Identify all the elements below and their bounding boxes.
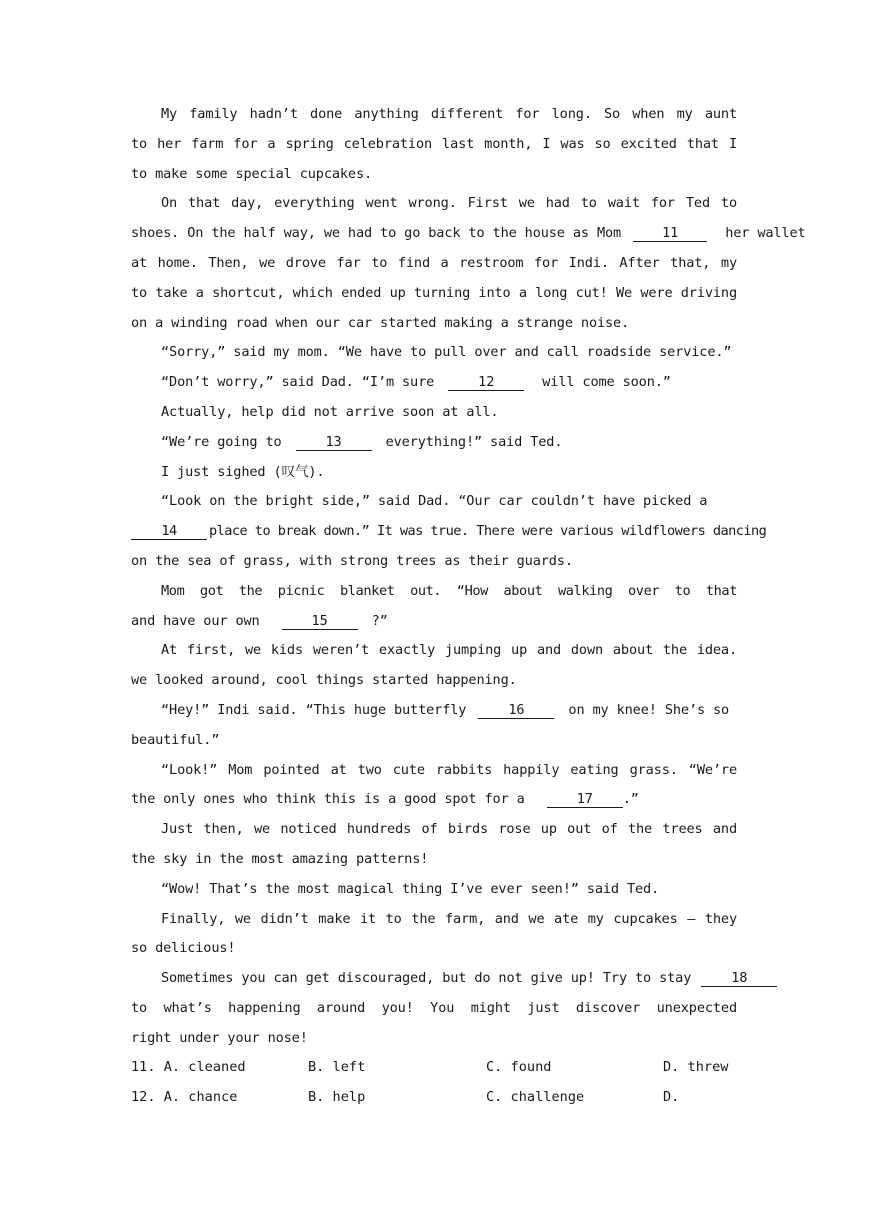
passage-text: place to break down.” It was true. There were various wildflowers dancing: [209, 523, 767, 540]
passage-line: [131, 607, 737, 637]
passage-line: [131, 517, 767, 547]
question-11-option-c: C. found: [486, 1059, 552, 1075]
passage-line: [131, 696, 737, 726]
passage-line: Finally, we didn’t make it to the farm, and we ate my cupcakes — they: [161, 910, 737, 927]
answer-blank-14: 14: [131, 523, 207, 540]
passage-text: the only ones who think this is a good spot for a: [131, 791, 525, 808]
passage-line: to make some special cupcakes.: [131, 165, 373, 182]
answer-blank-13: 13: [296, 434, 372, 451]
passage-line: on a winding road when our car started making a strange noise.: [131, 314, 630, 331]
passage-text: Sometimes you can get discouraged, but do not give up! Try to stay: [161, 970, 692, 987]
passage-line: Mom got the picnic blanket out. “How about walking over to that: [161, 582, 737, 599]
passage-text: .”: [622, 791, 639, 808]
passage-text: everything!” said Ted.: [385, 433, 563, 450]
passage-line: “Sorry,” said my mom. “We have to pull over and call roadside service.”: [161, 344, 732, 361]
question-11: [131, 1053, 737, 1083]
passage-line: to what’s happening around you! You might just discover unexpected: [131, 999, 737, 1016]
answer-options: [131, 1053, 737, 1113]
passage-text: “Hey!” Indi said. “This huge butterfly: [161, 701, 467, 718]
question-11-option-a: 11. A. cleaned: [131, 1059, 246, 1075]
passage-text: shoes. On the half way, we had to go back to the house as Mom: [131, 225, 622, 242]
passage-text: “We’re going to: [161, 433, 282, 450]
passage-line: at home. Then, we drove far to find a restroom for Indi. After that, my: [131, 254, 737, 271]
passage-line: to take a shortcut, which ended up turning into a long cut! We were driving: [131, 284, 737, 301]
answer-blank-18: 18: [701, 970, 777, 987]
passage-line: On that day, everything went wrong. First we had to wait for Ted to: [161, 195, 737, 212]
passage-line: on the sea of grass, with strong trees as their guards.: [131, 552, 573, 569]
passage-line: [131, 785, 737, 815]
question-12: [131, 1083, 737, 1113]
passage-line: so delicious!: [131, 940, 236, 957]
question-12-option-d: D.: [663, 1088, 680, 1105]
passage-line: Actually, help did not arrive soon at all.: [161, 403, 499, 420]
passage-text: her wallet: [725, 225, 806, 242]
answer-blank-11: 11: [633, 225, 707, 242]
passage-line: “Look!” Mom pointed at two cute rabbits happily eating grass. “We’re: [161, 761, 737, 778]
answer-blank-17: 17: [547, 791, 623, 808]
passage-line: [131, 428, 737, 458]
question-11-option-b: B. left: [308, 1059, 366, 1075]
passage: [131, 100, 806, 1054]
answer-blank-16: 16: [478, 702, 554, 719]
question-12-option-c: C. challenge: [486, 1088, 585, 1105]
question-12-option-b: B. help: [308, 1088, 366, 1105]
answer-blank-15: 15: [282, 613, 358, 630]
passage-line: [131, 219, 806, 249]
passage-line: Just then, we noticed hundreds of birds rose up out of the trees and: [161, 821, 737, 838]
passage-line: we looked around, cool things started happening.: [131, 672, 517, 689]
question-12-option-a: 12. A. chance: [131, 1088, 238, 1105]
passage-line: the sky in the most amazing patterns!: [131, 850, 429, 867]
passage-line: right under your nose!: [131, 1029, 308, 1046]
passage-line: “Wow! That’s the most magical thing I’ve ever seen!” said Ted.: [161, 880, 660, 897]
passage-text: will come soon.”: [542, 374, 671, 391]
passage-text: ?”: [371, 612, 388, 629]
passage-text: on my knee! She’s so: [568, 701, 730, 718]
passage-text: and have our own: [131, 612, 260, 629]
passage-line: At first, we kids weren’t exactly jumping up and down about the idea.: [161, 642, 737, 659]
passage-line: I just sighed (叹气).: [161, 463, 325, 480]
passage-line: “Look on the bright side,” said Dad. “Our car couldn’t have picked a: [161, 493, 708, 510]
question-11-option-d: D. threw: [663, 1059, 729, 1075]
passage-line: beautiful.”: [131, 731, 220, 748]
passage-line: [131, 964, 748, 994]
passage-line: [131, 368, 737, 398]
answer-blank-12: 12: [448, 374, 524, 391]
passage-text: “Don’t worry,” said Dad. “I’m sure: [161, 374, 435, 391]
passage-line: to her farm for a spring celebration last month, I was so excited that I: [131, 135, 737, 152]
passage-line: My family hadn’t done anything different for long. So when my aunt: [161, 106, 737, 122]
